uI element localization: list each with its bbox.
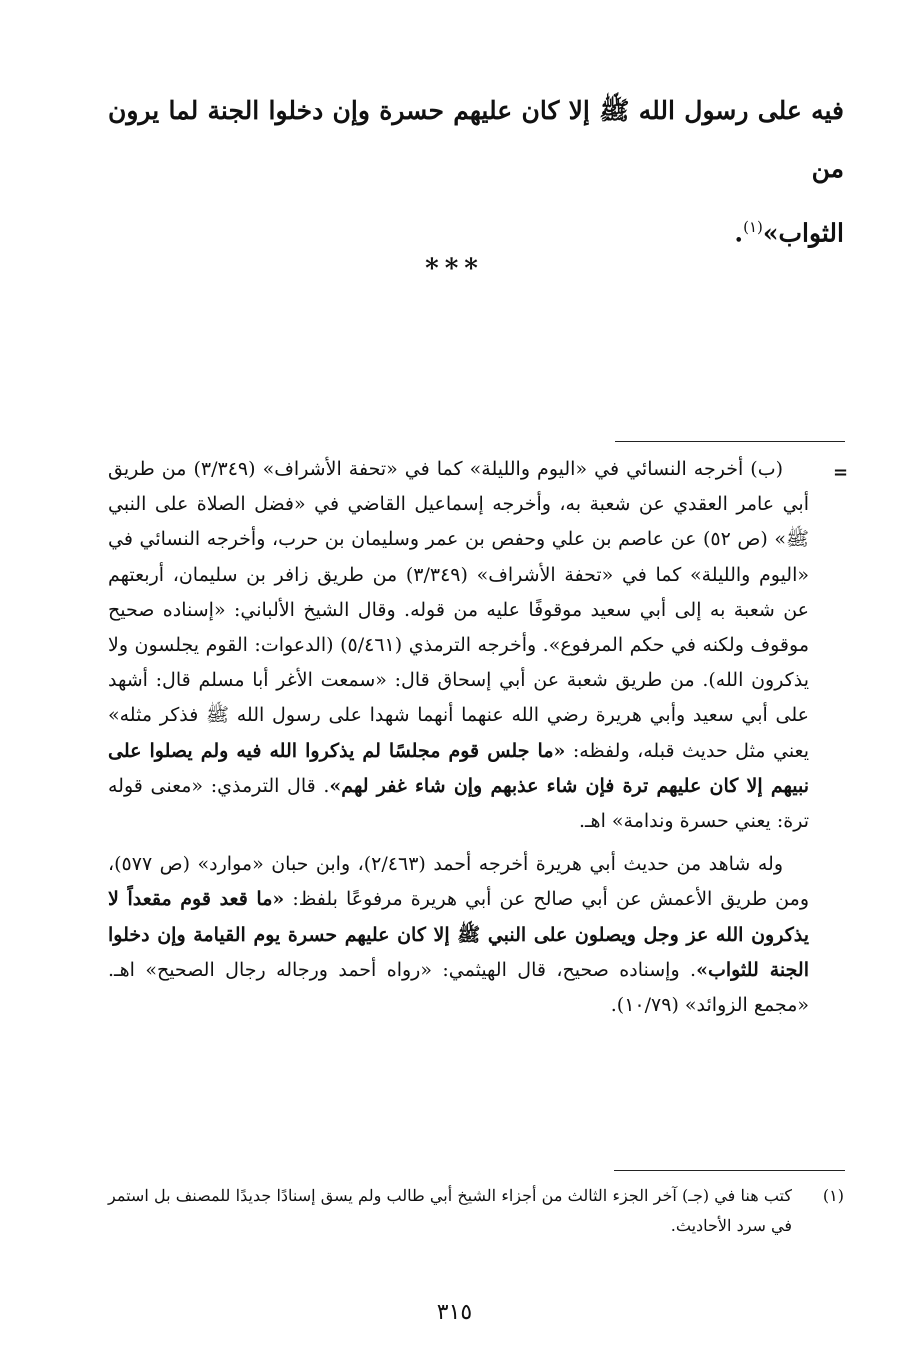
main-text-line-2-end: .	[734, 218, 744, 248]
commentary-p1-hadith: «ما جلس قوم مجلسًا لم يذكروا الله فيه ولم يصلوا على نبيهم إلا كان عليهم ترة فإن شاء عذبهم وإن شاء غفر لهم»	[108, 739, 809, 797]
footnote-text: كتب هنا في (جـ) آخر الجزء الثالث من أجزاء الشيخ أبي طالب ولم يسق إسنادًا جديدًا للمصنف بل استمر في سرد الأحاديث.	[108, 1186, 792, 1235]
footnote-reference: (١)	[743, 218, 763, 236]
footnote-number: (١)	[822, 1186, 844, 1205]
commentary-paragraph-2	[108, 847, 809, 1023]
commentary-p1-text: (ب) أخرجه النسائي في «اليوم والليلة» كما في «تحفة الأشراف» (٣/٣٤٩) من طريق أبي عامر العقدي عن شعبة به، وأخرجه إسماعيل القاضي في «فضل الصلاة على النبي ﷺ» (ص ٥٢) عن عاصم بن علي وحفص بن عمر وسليمان بن حرب، وأخرجه النسائي في «اليوم والليلة» كما في «تحفة الأشراف» (٣/٣٤٩) من طريق زافر بن سليمان، أربعتهم عن شعبة به إلى أبي سعيد موقوفًا عليه من قوله. وقال الشيخ الألباني: «إسناده صحيح موقوف ولكنه في حكم المرفوع». وأخرجه الترمذي (٥/٤٦١) (الدعوات: القوم يجلسون ولا يذكرون الله). من طريق شعبة عن أبي إسحاق قال: «سمعت الأغر أبا مسلم قال: أشهد على أبي سعيد وأبي هريرة رضي الله عنهما أنهما شهدا على رسول الله ﷺ فذكر مثله» يعني مثل حديث قبله، ولفظه:	[108, 458, 810, 762]
section-separator-stars: ***	[425, 254, 484, 284]
main-text-line-1: فيه على رسول الله ﷺ إلا كان عليهم حسرة وإن دخلوا الجنة لما يرون من	[108, 96, 844, 183]
main-text-line-2-words: الثواب»	[762, 218, 844, 248]
commentary-p2-end: . وإسناده صحيح، قال الهيثمي: «رواه أحمد ورجاله رجال الصحيح» اهـ. «مجمع الزوائد» (١٠/٧٩).	[108, 958, 809, 1017]
page-number: ٣١٥	[436, 1300, 473, 1325]
main-text-line-2	[108, 198, 844, 262]
commentary-paragraph-1	[108, 452, 809, 839]
commentary-block	[108, 452, 809, 1023]
commentary-p2-hadith: «ما قعد قوم مقعداً لا يذكرون الله عز وجل ويصلون على النبي ﷺ إلا كان عليهم حسرة يوم القيامة وإن دخلوا الجنة للثواب»	[108, 888, 809, 981]
commentary-p2-text: وله شاهد من حديث أبي هريرة أخرجه أحمد (٢/٤٦٣)، وابن حبان «موارد» (ص ٥٧٧)، ومن طريق الأعمش عن أبي صالح عن أبي هريرة مرفوعًا بلفظ:	[108, 853, 809, 911]
continuation-marker: =	[833, 462, 849, 483]
commentary-divider-line	[615, 441, 845, 442]
footnote-divider-line	[614, 1170, 845, 1171]
main-hadith-text	[108, 82, 844, 262]
commentary-p1-end: . قال الترمذي: «معنى قوله ترة: يعني حسرة وندامة» اهـ.	[108, 774, 809, 833]
footnote	[108, 1181, 844, 1241]
